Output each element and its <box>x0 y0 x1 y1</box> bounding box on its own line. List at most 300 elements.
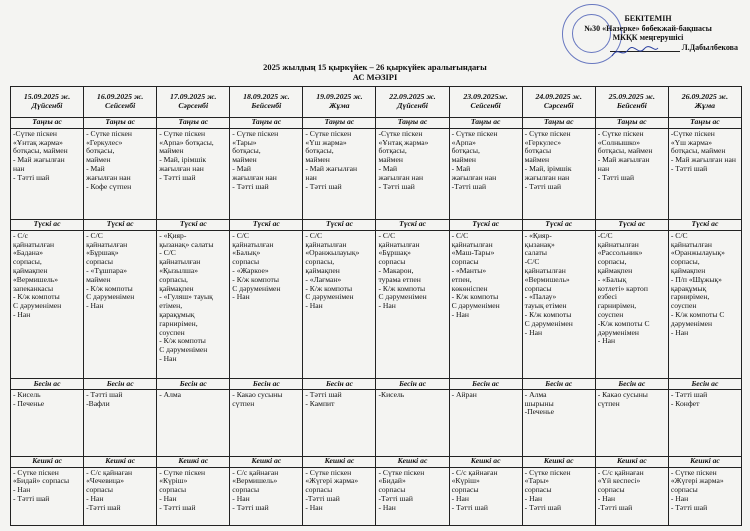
dish-line: - К/ж компоты <box>159 336 206 346</box>
dish-line: - «Лағман» <box>305 274 342 284</box>
dish-line: маймен <box>451 155 476 165</box>
meal-name: Таңғы ас <box>522 118 595 129</box>
dish-line: - К/ж компоты <box>451 292 499 302</box>
dish-line: - С/С <box>305 230 323 240</box>
dish-line: «Бидай» <box>378 476 406 486</box>
dish-line: -Тәтті шай <box>305 494 340 504</box>
dish-line: «Бидай» сорпасы <box>13 476 70 486</box>
dish-line: сорпасы, <box>159 274 188 284</box>
dish-line: - Нан <box>13 309 31 319</box>
dish-line: - К/ж компоты <box>13 292 60 302</box>
dish-line: - К/ж компоты <box>524 309 572 319</box>
dish-line: «Ұнтақ жарма» <box>13 137 63 147</box>
meal-name: Бесін ас <box>376 379 449 390</box>
dish-line: - С/с қайнаған <box>451 467 498 477</box>
dish-line: запеканкасы <box>13 283 54 293</box>
dish-line: «Тары» <box>232 137 257 147</box>
meal-items-row <box>11 128 742 219</box>
dish-line: қаймақпен <box>13 265 48 275</box>
dish-line: «Жүгері жарма» <box>305 476 359 486</box>
dish-line: - Сүтке піскен <box>378 467 425 477</box>
dish-line: маймен <box>378 155 403 165</box>
meal-name: Таңғы ас <box>303 118 376 129</box>
dish-line: - Нан <box>597 336 616 346</box>
dish-line: -Сүтке піскен <box>378 128 423 138</box>
dish-line: сүтпен <box>597 398 620 408</box>
menu-cell <box>303 389 376 456</box>
day-weekday: Дүйсенбі <box>31 101 63 110</box>
dish-line: - Кофе сүтпен <box>86 181 132 191</box>
meal-name: Түскі ас <box>84 220 157 231</box>
day-date: 17.09.2025 ж. <box>170 92 217 102</box>
menu-cell <box>84 389 157 456</box>
dish-line: - Тәтті шай <box>451 502 488 512</box>
meal-name: Кешкі ас <box>230 456 303 467</box>
dish-line: қайнатылған <box>524 265 566 275</box>
dish-line: ботқасы, <box>86 146 115 156</box>
day-date: 26.09.2025 ж. <box>681 92 729 102</box>
dish-line: қайнатылған <box>13 239 55 249</box>
dish-line: сорпасы <box>524 283 552 293</box>
dish-line: «Жүгері жарма» <box>670 476 724 486</box>
dish-line: ботқасы, <box>305 146 334 156</box>
dish-line: «Балық» <box>232 248 261 258</box>
dish-line: - Нан <box>159 353 177 363</box>
dish-line: -К/ж компоты С <box>597 318 650 328</box>
day-date: 19.09.2025 ж. <box>316 92 363 102</box>
meal-name: Бесін ас <box>303 379 376 390</box>
meal-name: Бесін ас <box>595 379 668 390</box>
dish-line: сорпасы <box>305 485 333 495</box>
dish-line: қайнатылған <box>159 257 201 267</box>
dish-line: сорпасы <box>159 485 187 495</box>
dish-line: - Нан <box>451 309 469 319</box>
handwritten-signature <box>610 44 660 60</box>
approval-institution: №30 «Назерке» бөбекжай-бақшасы <box>584 23 712 33</box>
dish-line: - К/ж компоты <box>378 283 426 293</box>
dish-line: - Сүтке піскен <box>524 128 571 138</box>
day-header <box>376 87 449 118</box>
dish-line: «Вермишель» <box>524 274 570 284</box>
dish-line: - Какао сусыны <box>597 389 648 399</box>
dish-line: - С/С <box>159 248 176 258</box>
dish-line: - Май <box>232 163 251 173</box>
dish-line: - Макарон, <box>378 265 414 275</box>
menu-cell <box>84 230 157 378</box>
dish-line: С дәруменімен <box>159 345 208 355</box>
dish-line: - Кампит <box>305 398 335 408</box>
title-menu: АС МӘЗІРІ <box>352 72 398 82</box>
dish-line: қайнатылған <box>597 239 639 249</box>
meal-name: Бесін ас <box>11 379 84 390</box>
meal-name: Түскі ас <box>230 220 303 231</box>
dish-line: сорпасы, <box>305 257 335 267</box>
dish-line: - Сүтке піскен <box>597 128 644 138</box>
menu-cell <box>376 230 449 378</box>
dish-line: «Вермишель» <box>13 274 59 284</box>
dish-line: - «Қияр- <box>524 230 552 240</box>
dish-line: «Солнышко» <box>597 137 641 147</box>
dish-line: - Май, ірімшік <box>159 155 207 165</box>
meal-items-row <box>11 389 742 456</box>
dish-line: - Тәтті шай <box>232 502 269 512</box>
dish-line: - Тәтті шай <box>597 172 635 182</box>
meal-header-row <box>11 456 742 467</box>
dish-line: - Май <box>451 163 471 173</box>
menu-cell <box>595 467 668 525</box>
dish-line: жағылған нан <box>378 172 424 182</box>
meal-name: Кешкі ас <box>11 456 84 467</box>
dish-line: маймен <box>86 155 111 165</box>
dish-line: нан <box>597 163 610 173</box>
meal-items-row <box>11 230 742 378</box>
day-date: 23.09.2025ж. <box>463 92 508 102</box>
dish-line: - Сүтке піскен <box>524 467 571 477</box>
dish-line: - Сүтке піскен <box>159 467 206 477</box>
day-header <box>595 87 668 118</box>
dish-line: - Нан <box>378 502 396 512</box>
dish-line: турама етпен <box>378 274 421 284</box>
meal-header-row <box>11 379 742 390</box>
dish-line: нан <box>305 172 317 182</box>
dish-line: - «Балық <box>597 274 627 284</box>
menu-cell <box>157 467 230 525</box>
day-weekday: Бейсенбі <box>251 101 282 110</box>
dish-line: - Май жағылған <box>13 155 65 165</box>
meal-name: Түскі ас <box>449 220 522 231</box>
dish-line: езбесі <box>597 292 618 302</box>
signatory-name: Л.Дабылбекова <box>681 42 738 52</box>
dish-line: - Нан <box>524 327 543 337</box>
day-header <box>157 87 230 118</box>
meal-name: Кешкі ас <box>595 456 668 467</box>
menu-cell <box>11 230 84 378</box>
meal-name: Кешкі ас <box>376 456 449 467</box>
dish-line: сорпасы <box>524 485 552 495</box>
dish-line: сорпасы <box>232 257 260 267</box>
dish-line: «Оранжылауық» <box>305 248 360 258</box>
dish-line: -Кисель <box>378 389 405 399</box>
dish-line: жағылған нан <box>86 172 131 182</box>
dish-line: ботқасы, <box>232 146 261 156</box>
menu-cell <box>522 467 595 525</box>
day-weekday: Сейсенбі <box>470 101 501 110</box>
dish-line: - Сүтке піскен <box>13 467 59 477</box>
dish-line: «Арпа» ботқасы, <box>159 137 214 147</box>
menu-cell <box>449 389 522 456</box>
dish-line: - «Тұшпара» <box>86 265 127 275</box>
meal-name: Түскі ас <box>376 220 449 231</box>
meal-name: Таңғы ас <box>376 118 449 129</box>
dish-line: «Рассольник» <box>597 248 643 258</box>
dish-line: - Май <box>378 163 398 173</box>
menu-cell <box>84 128 157 219</box>
dish-line: - Тәтті шай <box>670 502 708 512</box>
menu-cell <box>303 230 376 378</box>
menu-cell <box>11 467 84 525</box>
meal-name: Бесін ас <box>449 379 522 390</box>
dish-line: - С/с қайнаған <box>597 467 644 477</box>
dish-line: С дәруменімен <box>86 292 135 302</box>
dish-line: - Нан <box>13 485 31 495</box>
dish-line: тауық етімен <box>524 301 567 311</box>
dish-line: - Сүтке піскен <box>232 128 279 138</box>
menu-cell <box>449 467 522 525</box>
dish-line: жағылған нан <box>159 163 204 173</box>
dish-line: ботқасы, маймен <box>13 146 68 156</box>
meal-name: Таңғы ас <box>11 118 84 129</box>
meal-name: Таңғы ас <box>668 118 741 129</box>
menu-cell <box>84 467 157 525</box>
dish-line: сорпасы <box>86 485 113 495</box>
dish-line: қайнатылған <box>451 239 493 249</box>
dish-line: ботқасы, <box>451 146 480 156</box>
dish-line: нан <box>13 163 25 173</box>
dish-line: «Вермишель» <box>232 476 278 486</box>
day-header <box>668 87 741 118</box>
dish-line: - Алма <box>524 389 547 399</box>
dish-line: - Нан <box>597 494 616 504</box>
menu-cell <box>157 128 230 219</box>
dish-line: ботқасы, маймен <box>597 146 653 156</box>
dish-line: С дәруменімен <box>232 283 281 293</box>
dish-line: - П/п «Шұжық» <box>670 274 722 284</box>
menu-cell <box>230 230 303 378</box>
dish-line: - Сүтке піскен <box>305 128 352 138</box>
dish-line: - Тәтті шай <box>670 163 708 173</box>
dish-line: «Тары» <box>524 476 549 486</box>
dish-line: - С/С <box>451 230 469 240</box>
dish-line: сорпасы <box>378 485 406 495</box>
menu-cell <box>230 128 303 219</box>
approval-position: МКҚК меңгерушісі <box>612 33 684 42</box>
menu-cell <box>668 230 741 378</box>
dish-line: маймен <box>232 155 257 165</box>
dish-line: маймен <box>524 155 550 165</box>
menu-cell <box>595 389 668 456</box>
meal-items-row <box>11 467 742 525</box>
dish-line: - Нан <box>670 494 689 504</box>
dish-line: қайнатылған <box>670 239 712 249</box>
day-date: 15.09.2025 ж. <box>23 92 71 102</box>
dish-line: дәруменімен <box>670 318 713 328</box>
menu-cell <box>449 230 522 378</box>
dish-line: - Тәтті шай <box>305 181 342 191</box>
dish-line: - «Қияр- <box>159 230 187 240</box>
dish-line: - Тәтті шай <box>232 181 269 191</box>
dish-line: - Какао сусыны <box>232 389 283 399</box>
dish-line: - Май жағылған <box>597 155 650 165</box>
dish-line: -Тәтті шай <box>451 181 487 191</box>
dish-line: «Арпа» <box>451 137 476 147</box>
meal-name: Таңғы ас <box>230 118 303 129</box>
dish-line: қайнатылған <box>86 239 128 249</box>
dish-line: - Нан <box>670 327 689 337</box>
dish-line: сорпасы <box>451 257 479 267</box>
dish-line: шырыны <box>524 398 554 408</box>
meal-name: Түскі ас <box>668 220 741 231</box>
dish-line: - Тәтті шай <box>670 389 708 399</box>
dish-line: - Нан <box>524 494 543 504</box>
dish-line: қарақұмық <box>670 283 707 293</box>
dish-line: - С/С <box>86 230 103 240</box>
dish-line: «Үш жарма» <box>305 137 347 147</box>
dish-line: соуспен <box>597 309 624 319</box>
dish-line: маймен <box>305 155 330 165</box>
meal-name: Түскі ас <box>522 220 595 231</box>
meal-name: Түскі ас <box>303 220 376 231</box>
dish-line: қаймақпен <box>670 265 706 275</box>
dish-line: - «Палау» <box>524 292 557 302</box>
dish-line: «Маш-Тары» <box>451 248 495 258</box>
dish-line: - Тәтті шай <box>524 181 562 191</box>
menu-cell <box>157 389 230 456</box>
dish-line: «Күріш» <box>159 476 188 486</box>
menu-cell <box>522 230 595 378</box>
meal-name: Таңғы ас <box>157 118 230 129</box>
menu-cell <box>303 128 376 219</box>
menu-cell <box>595 128 668 219</box>
dish-line: ботқасы, <box>378 146 407 156</box>
dish-line: - Нан <box>232 292 250 302</box>
dish-line: сорпасы, <box>13 257 42 267</box>
dish-line: -Вафли <box>86 398 110 408</box>
dish-line: «Бұршақ» <box>378 248 411 258</box>
dish-line: - К/ж компоты <box>86 283 133 293</box>
dish-line: - «Манты» <box>451 265 487 275</box>
dish-line: «Геркулес» <box>524 137 561 147</box>
menu-cell <box>522 389 595 456</box>
dish-line: - Нан <box>86 301 104 311</box>
approval-heading: БЕКІТЕМІН <box>624 14 672 23</box>
dish-line: - Сүтке піскен <box>451 128 498 138</box>
dish-line: - Нан <box>451 494 469 504</box>
dish-line: - С/С <box>232 230 249 240</box>
dish-line: қайнатылған <box>305 239 347 249</box>
day-weekday: Дүйсенбі <box>397 101 428 110</box>
day-date: 22.09.2025 ж. <box>389 92 436 102</box>
day-date: 16.09.2025 ж. <box>96 92 144 102</box>
dish-line: «Геркулес» <box>86 137 123 147</box>
dish-line: С дәруменімен <box>524 318 573 328</box>
dish-line: қаймақпен <box>597 265 633 275</box>
dish-line: -Тәтті шай <box>378 494 413 504</box>
dish-line: жағылған нан <box>524 172 570 182</box>
date-header-row <box>11 87 742 118</box>
day-weekday: Жұма <box>694 101 716 110</box>
dish-line: сорпасы <box>378 257 406 267</box>
dish-line: сорпасы <box>597 485 625 495</box>
dish-line: - Нан <box>159 494 177 504</box>
menu-cell <box>595 230 668 378</box>
dish-line: «Оранжылауық» <box>670 248 725 258</box>
meal-name: Түскі ас <box>157 220 230 231</box>
dish-line: көкөніспен <box>451 283 488 293</box>
dish-line: - С/С <box>670 230 688 240</box>
menu-cell <box>668 128 741 219</box>
dish-line: ботқасы <box>524 146 552 156</box>
dish-line: -Печенье <box>524 407 554 417</box>
dish-line: - Тәтті шай <box>524 502 562 512</box>
dish-line: - Нан <box>305 301 323 311</box>
dish-line: - Нан <box>86 494 104 504</box>
dish-line: жағылған нан <box>232 172 277 182</box>
day-header <box>11 87 84 118</box>
dish-line: - К/ж компоты <box>305 283 353 293</box>
dish-line: - С/С <box>378 230 396 240</box>
dish-line: қайнатылған <box>232 239 274 249</box>
dish-line: - Алма <box>159 389 182 399</box>
dish-line: -Тәтті шай <box>86 502 121 512</box>
dish-line: котлеті» картоп <box>597 283 648 293</box>
dish-line: - Сүтке піскен <box>86 128 132 138</box>
dish-line: - Нан <box>378 301 396 311</box>
dish-line: - Кисель <box>13 389 41 399</box>
dish-line: - «Жаркое» <box>232 265 269 275</box>
dish-line: сорпасы <box>86 257 113 267</box>
meal-header-row <box>11 118 742 129</box>
dish-line: С дәруменімен <box>451 301 500 311</box>
dish-line: «Күріш» <box>451 476 480 486</box>
menu-cell <box>376 128 449 219</box>
day-date: 24.09.2025 ж. <box>535 92 582 102</box>
dish-line: - С/с <box>13 230 28 240</box>
day-header <box>522 87 595 118</box>
day-header <box>303 87 376 118</box>
dish-line: «Үй кеспесі» <box>597 476 641 486</box>
dish-line: қарақұмық <box>159 309 195 319</box>
dish-line: етпен, <box>451 274 472 284</box>
dish-line: - Тәтті шай <box>13 172 50 182</box>
meal-name: Таңғы ас <box>595 118 668 129</box>
menu-cell <box>376 467 449 525</box>
meal-name: Кешкі ас <box>668 456 741 467</box>
dish-line: соуспен <box>670 301 697 311</box>
dish-line: - Май <box>86 163 105 173</box>
dish-line: салаты <box>524 248 547 258</box>
dish-line: - Сүтке піскен <box>670 467 717 477</box>
day-weekday: Жұма <box>329 101 350 110</box>
menu-cell <box>449 128 522 219</box>
menu-cell <box>376 389 449 456</box>
meal-name: Кешкі ас <box>449 456 522 467</box>
dish-line: С дәруменімен <box>305 292 354 302</box>
meal-name: Түскі ас <box>595 220 668 231</box>
dish-line: - С/с қайнаған <box>232 467 279 477</box>
dish-line: «Бұршақ» <box>86 248 119 258</box>
dish-line: - Печенье <box>13 398 45 408</box>
menu-cell <box>668 389 741 456</box>
menu-cell <box>668 467 741 525</box>
dish-line: ботқасы, маймен <box>670 146 726 156</box>
menu-cell <box>230 467 303 525</box>
day-header <box>84 87 157 118</box>
menu-cell <box>230 389 303 456</box>
dish-line: «Бадана» <box>13 248 43 258</box>
menu-cell <box>157 230 230 378</box>
dish-line: - Сүтке піскен <box>159 128 206 138</box>
dish-line: - Сүтке піскен <box>305 467 352 477</box>
day-weekday: Бейсенбі <box>616 101 647 110</box>
day-date: 18.09.2025 ж. <box>243 92 290 102</box>
dish-line: сорпасы <box>232 485 260 495</box>
day-weekday: Сәрсенбі <box>178 101 209 110</box>
dish-line: сүтпен <box>232 398 255 408</box>
dish-line: - Тәтті шай <box>13 494 50 504</box>
dish-line: - Тәтті шай <box>159 502 196 512</box>
dish-line: сорпасы, <box>597 257 627 267</box>
dish-line: - Май, ірімшік <box>524 163 572 173</box>
